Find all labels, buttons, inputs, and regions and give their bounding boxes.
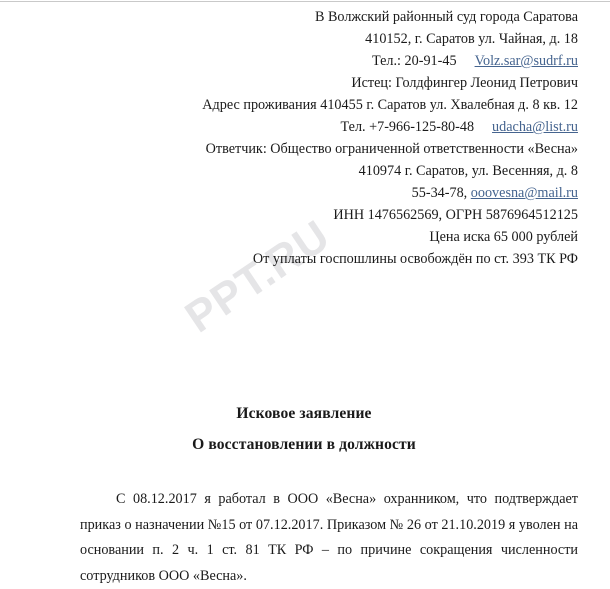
header-line-plaintiff-address-text: Адрес проживания 410455 г. Саратов ул. Хвалебная д. 8 кв. 12 [202, 97, 578, 113]
header-line-court [30, 6, 578, 28]
header-line-defendant-address-text: 410974 г. Саратов, ул. Весенняя, д. 8 [358, 163, 578, 179]
header-line-court-phone-text: Тел.: 20-91-45 [372, 53, 457, 69]
header-line-plaintiff [30, 72, 578, 94]
header-line-claim-price-text: Цена иска 65 000 рублей [429, 229, 578, 245]
document-title-line-1: Исковое заявление [236, 405, 372, 422]
header-line-court-text: В Волжский районный суд города Саратова [314, 9, 578, 25]
header-line-plaintiff-phone-text: Тел. +7-966-125-80-48 [340, 119, 475, 135]
header-line-defendant [30, 138, 578, 160]
body-paragraph-1: С 08.12.2017 я работал в ООО «Весна» охранником, что подтверждает приказ о назначении №15 от 07.12.2017. Приказом № 26 от 21.10.2019 я уволен на основании п. 2 ч. 1 ст. 81 ТК РФ – по причине сокращения численности сотрудников ООО «Весна». [80, 491, 578, 584]
header-line-court-phone [30, 50, 578, 72]
court-header-block [30, 6, 578, 270]
document-body [80, 487, 578, 589]
header-line-fee-exemption [30, 248, 578, 270]
header-line-court-address [30, 28, 578, 50]
header-line-inn-ogrn-text: ИНН 1476562569, ОГРН 5876964512125 [333, 207, 578, 223]
header-line-court-address-text: 410152, г. Саратов ул. Чайная, д. 18 [365, 31, 578, 47]
header-line-claim-price [30, 226, 578, 248]
header-line-inn-ogrn [30, 204, 578, 226]
header-line-fee-exemption-text: От уплаты госпошлины освобождён по ст. 393 ТК РФ [252, 251, 578, 267]
header-line-defendant-phone [30, 182, 578, 204]
plaintiff-email-link[interactable]: udacha@list.ru [492, 119, 578, 135]
header-line-defendant-text: Ответчик: Общество ограниченной ответственности «Весна» [205, 141, 578, 157]
header-line-plaintiff-text: Истец: Голдфингер Леонид Петрович [351, 75, 578, 91]
header-line-defendant-address [30, 160, 578, 182]
court-email-link[interactable]: Volz.sar@sudrf.ru [474, 53, 578, 69]
watermark-ppt-ru: PPT.RU [176, 210, 339, 343]
document-title-line-2: О восстановлении в должности [192, 436, 416, 453]
defendant-email-link[interactable]: ooovesna@mail.ru [470, 185, 578, 201]
document-title [30, 398, 578, 460]
header-line-plaintiff-phone [30, 116, 578, 138]
header-line-defendant-phone-text: 55-34-78, [411, 185, 468, 201]
header-line-plaintiff-address [30, 94, 578, 116]
